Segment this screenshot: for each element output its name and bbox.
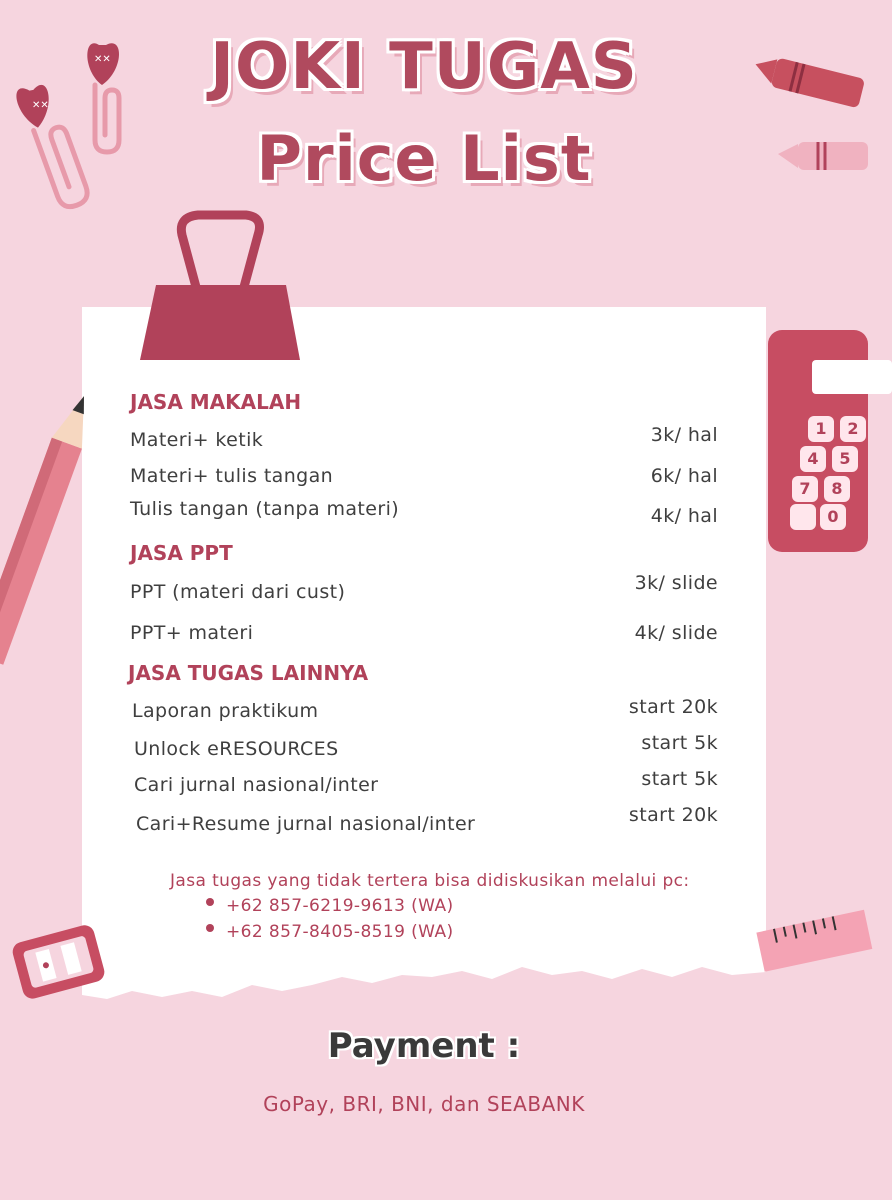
price-item-name: Materi+ ketik (130, 429, 264, 451)
price-item-name: Cari jurnal nasional/inter (134, 774, 379, 796)
contact-note: Jasa tugas yang tidak tertera bisa didiskusikan melalui pc: (170, 871, 690, 891)
section-heading-ppt: JASA PPT (130, 541, 233, 565)
price-item-name: Unlock eRESOURCES (134, 738, 339, 760)
calculator-key: 1 (808, 416, 834, 442)
binder-clip-icon (138, 205, 303, 365)
page-title-line-2: Price List (256, 122, 592, 195)
calculator-key: 0 (820, 504, 846, 530)
calculator-icon (768, 330, 868, 552)
price-item-value: 4k/ hal (650, 505, 718, 527)
price-item-value: start 5k (641, 732, 718, 754)
price-item-name: Laporan praktikum (132, 700, 319, 722)
price-item-name: Tulis tangan (tanpa materi) (130, 498, 400, 520)
pencil-icon (0, 380, 90, 650)
price-item-value: 4k/ slide (634, 622, 718, 644)
price-item-name: Materi+ tulis tangan (130, 465, 334, 487)
bullet-icon (206, 924, 214, 932)
price-item-value: start 20k (628, 804, 718, 826)
section-heading-makalah: JASA MAKALAH (130, 390, 302, 414)
price-item-value: 3k/ slide (634, 572, 718, 594)
ruler-icon (760, 905, 848, 985)
calculator-key-blank (790, 504, 816, 530)
payment-label: Payment : (327, 1026, 521, 1066)
contact-phone[interactable]: +62 857-6219-9613 (WA) (226, 896, 454, 916)
calculator-key: 7 (792, 476, 818, 502)
price-item-name: PPT+ materi (130, 622, 254, 644)
svg-text:✕✕: ✕✕ (94, 54, 111, 65)
page-title-line-1: JOKI TUGAS (210, 30, 638, 104)
price-item-name: PPT (materi dari cust) (130, 581, 346, 603)
calculator-key: 2 (840, 416, 866, 442)
section-heading-tugas-lainnya: JASA TUGAS LAINNYA (128, 661, 369, 685)
svg-text:✕✕: ✕✕ (32, 100, 49, 111)
bullet-icon (206, 898, 214, 906)
contact-phone[interactable]: +62 857-8405-8519 (WA) (226, 922, 454, 942)
price-item-value: 3k/ hal (650, 424, 718, 446)
price-item-value: 6k/ hal (650, 465, 718, 487)
calculator-key: 5 (832, 446, 858, 472)
calculator-key: 8 (824, 476, 850, 502)
price-item-value: start 5k (641, 768, 718, 790)
calculator-key: 4 (800, 446, 826, 472)
price-item-value: start 20k (628, 696, 718, 718)
payment-methods: GoPay, BRI, BNI, dan SEABANK (263, 1092, 585, 1116)
sharpener-icon (8, 915, 108, 1005)
price-item-name: Cari+Resume jurnal nasional/inter (136, 813, 476, 835)
